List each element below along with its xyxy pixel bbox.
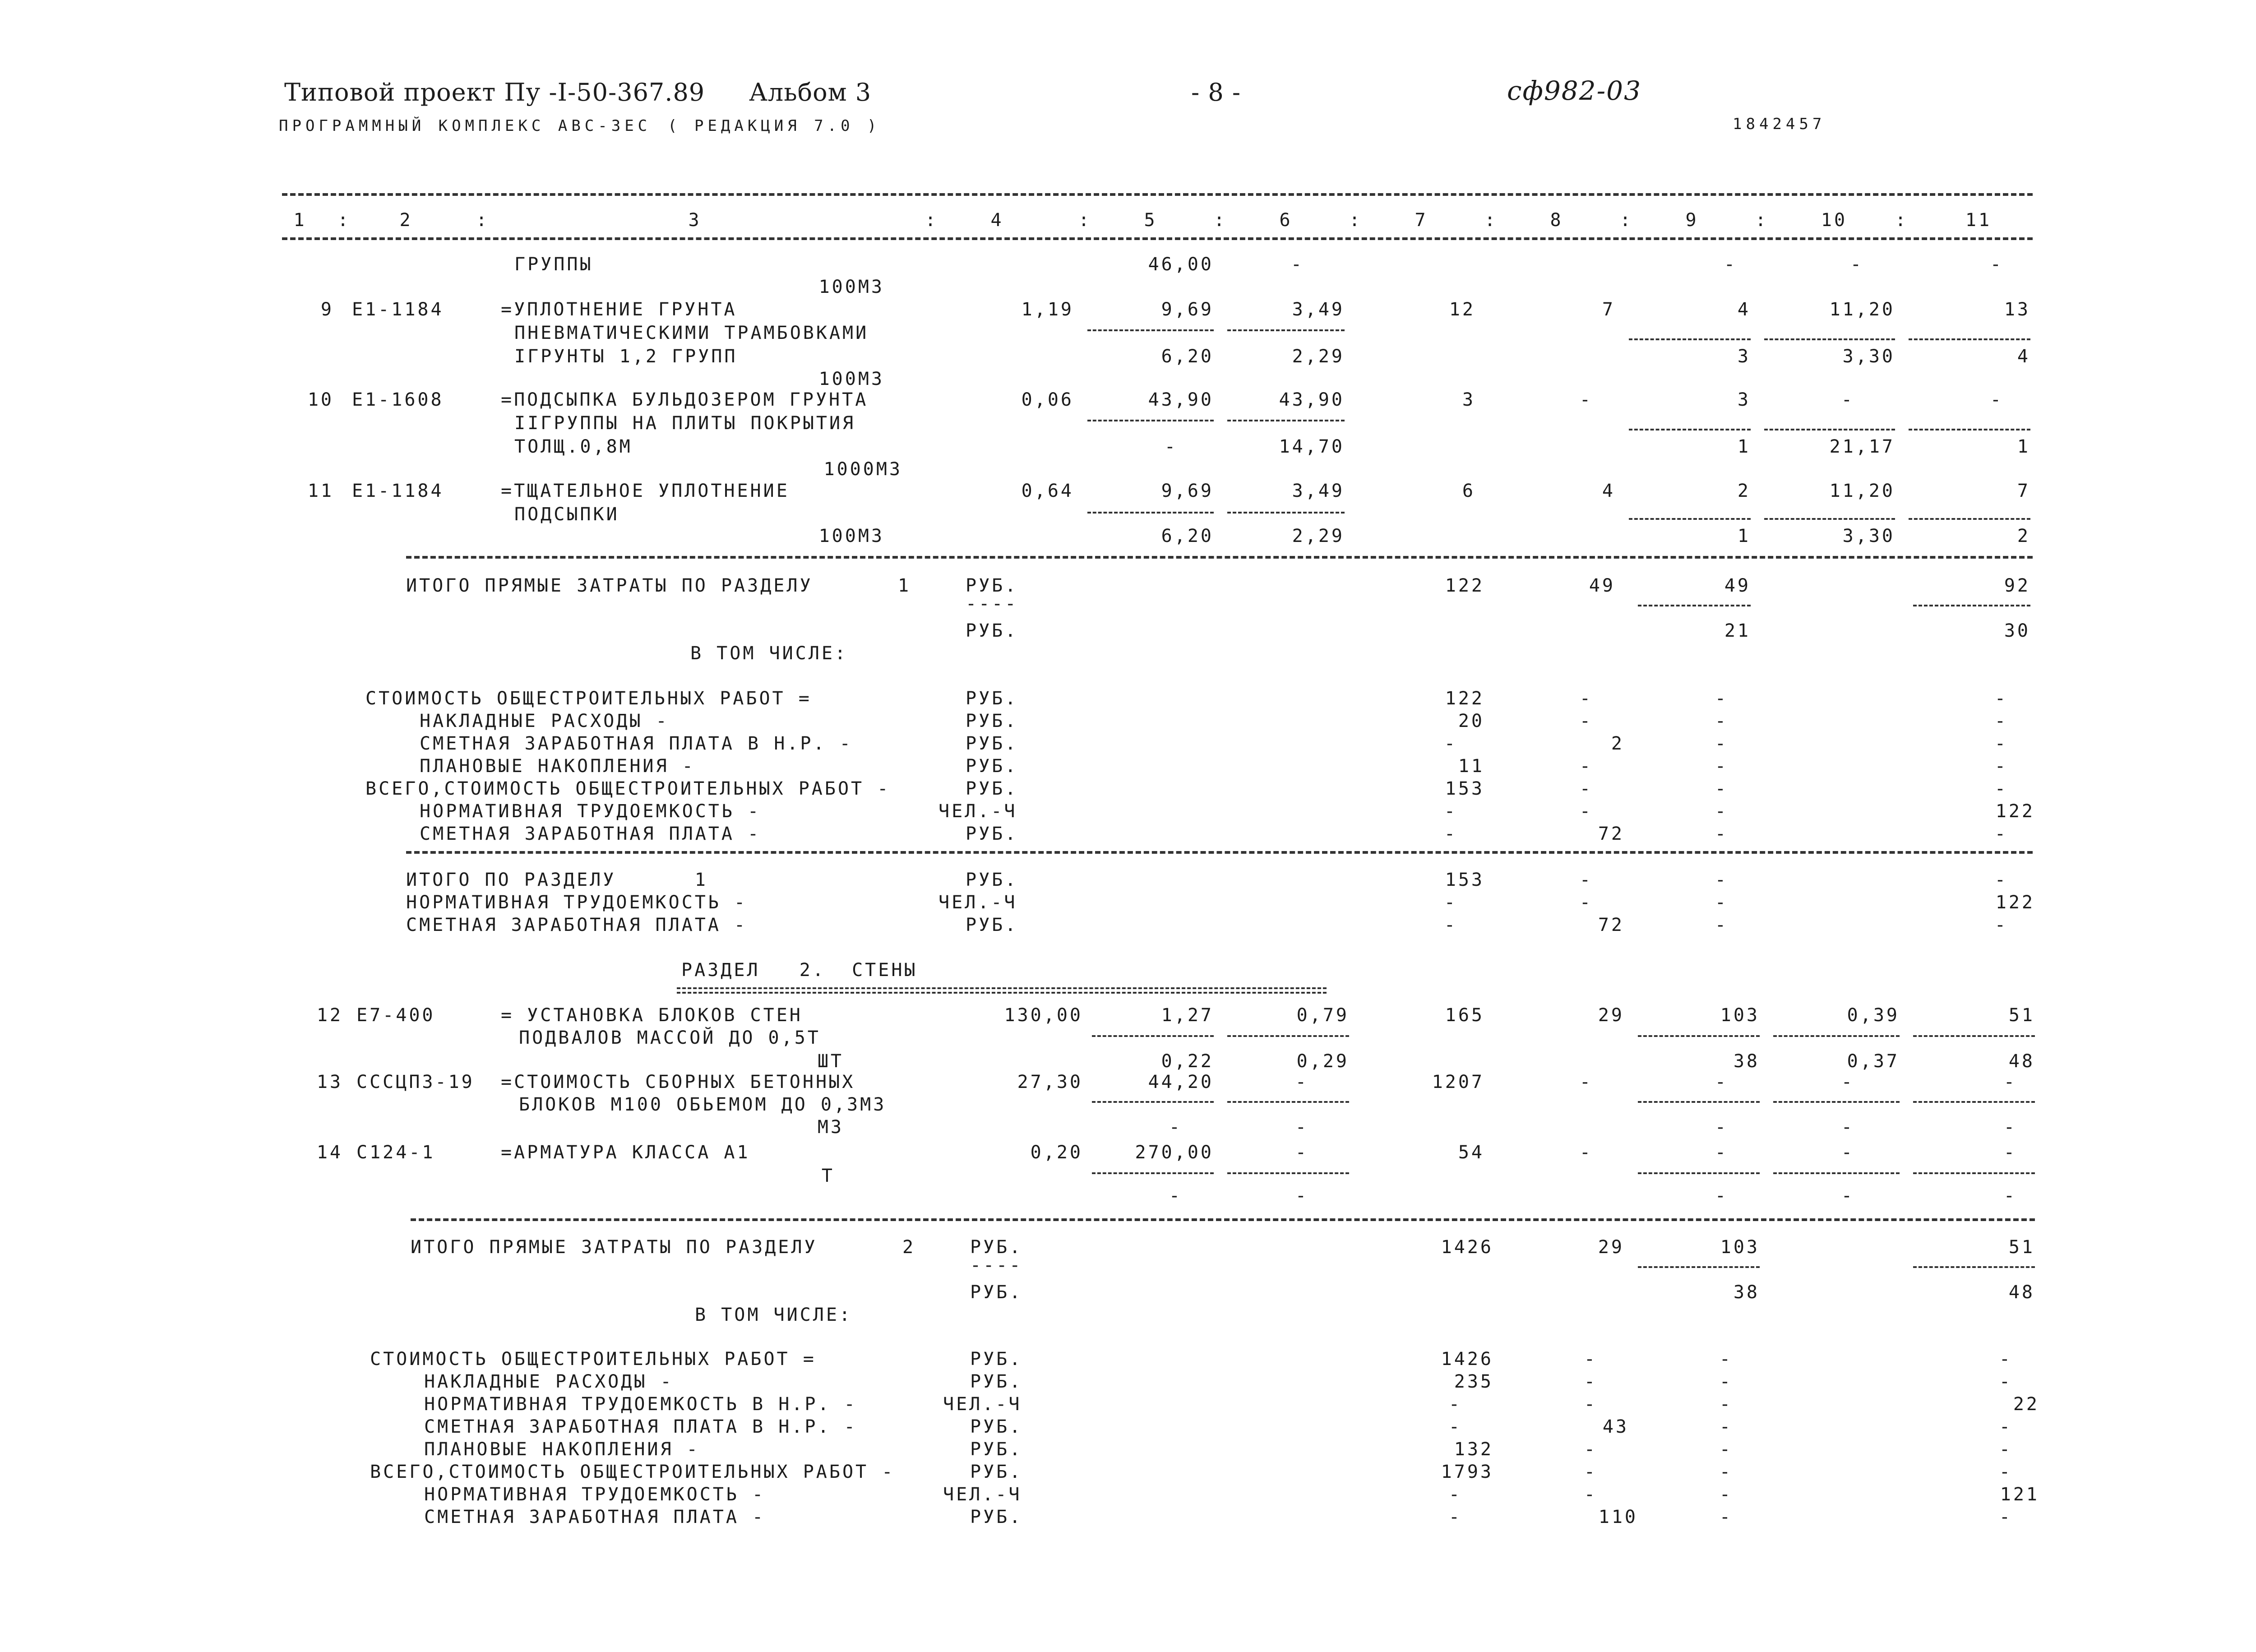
col-header-5: 5 [1144, 210, 1157, 231]
section1-sum-rule [406, 851, 2033, 854]
page-number: - 8 - [1191, 78, 1241, 106]
col-sep: : [1895, 210, 1909, 231]
section2-title: РАЗДЕЛ 2. СТЕНЫ [681, 960, 918, 981]
program-name: ПРОГРАММНЫЙ КОМПЛЕКС АВС-3ЕС [279, 117, 652, 135]
section1-rule [406, 556, 2033, 559]
col-sep: : [337, 210, 351, 231]
col-header-11: 11 [1965, 210, 1992, 231]
col-header-2: 2 [399, 210, 413, 231]
col-sep: : [1755, 210, 1769, 231]
col-sep: : [1620, 210, 1633, 231]
album-label: Альбом 3 [749, 78, 872, 106]
col-sep: : [476, 210, 490, 231]
project-title: Типовой проект Пу -I-50-367.89 [284, 78, 705, 106]
col-header-3: 3 [688, 210, 702, 231]
col-header-6: 6 [1279, 210, 1293, 231]
document-number: 1842457 [1733, 115, 1826, 133]
col-header-4: 4 [990, 210, 1004, 231]
section2-rule [411, 1218, 2035, 1221]
col-sep: : [1349, 210, 1363, 231]
document-code: сф982-03 [1507, 75, 1641, 106]
col-sep: : [1484, 210, 1498, 231]
edition-label: ( РЕДАКЦИЯ 7.0 ) [668, 117, 881, 135]
table-top-rule [282, 193, 2033, 196]
col-sep: : [1078, 210, 1092, 231]
section2-title-underline [677, 987, 1327, 989]
col-header-9: 9 [1685, 210, 1699, 231]
col-header-10: 10 [1821, 210, 1848, 231]
col-header-8: 8 [1550, 210, 1563, 231]
col-sep: : [925, 210, 938, 231]
header-bottom-rule [282, 237, 2033, 240]
col-header-1: 1 [293, 210, 307, 231]
col-header-7: 7 [1415, 210, 1428, 231]
col-sep: : [1214, 210, 1227, 231]
